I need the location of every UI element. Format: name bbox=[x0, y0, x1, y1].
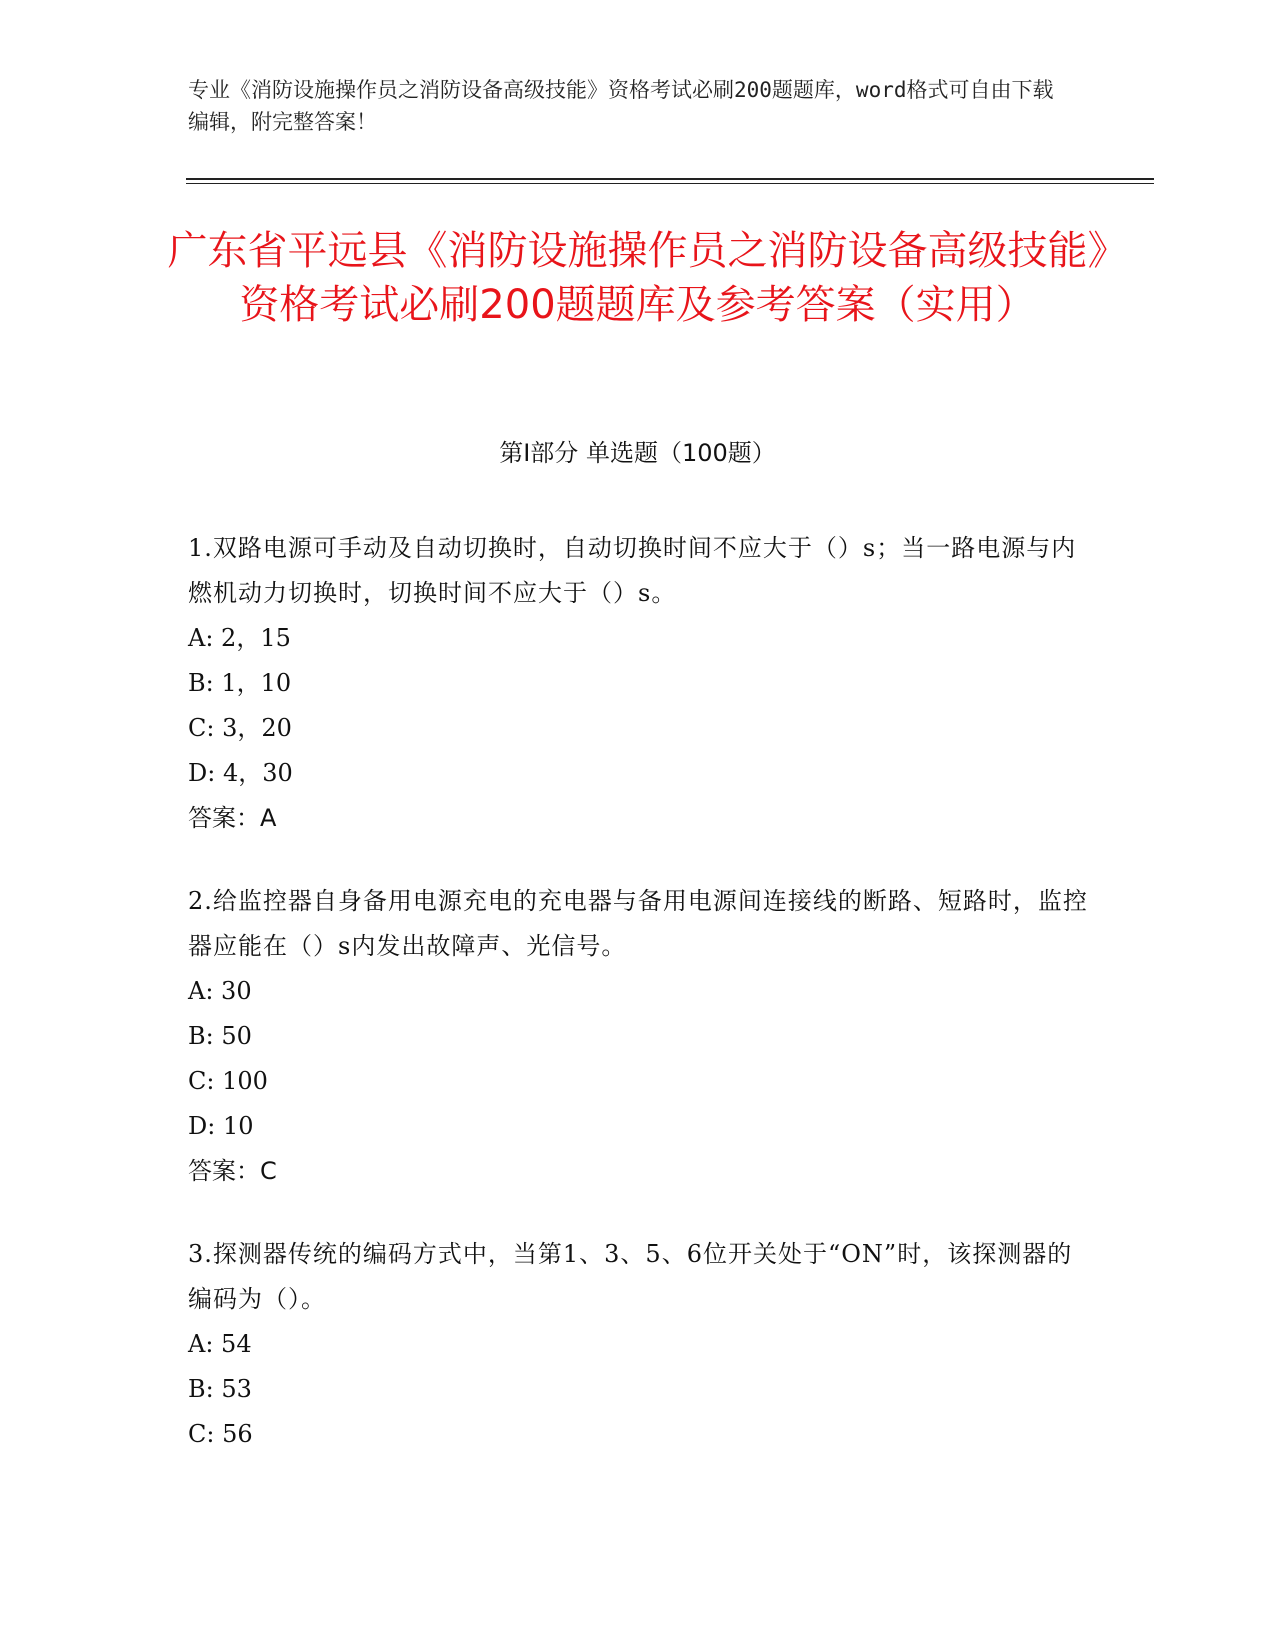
section-heading: 第Ⅰ部分 单选题（100题） bbox=[499, 439, 776, 467]
option-a: A: 2，15 bbox=[188, 624, 291, 652]
option-b: B: 1，10 bbox=[188, 669, 292, 697]
header-note: 专业《消防设施操作员之消防设备高级技能》资格考试必刷200题题库，word格式可自由下载编辑，附完整答案！ bbox=[188, 78, 1054, 134]
question-stem: 3.探测器传统的编码方式中，当第1、3、5、6位开关处于“ON”时，该探测器的编码为（）。 bbox=[188, 1240, 1073, 1313]
question-1 bbox=[188, 526, 1088, 841]
header-divider bbox=[186, 178, 1154, 184]
question-stem: 1.双路电源可手动及自动切换时，自动切换时间不应大于（）s；当一路电源与内燃机动力切换时，切换时间不应大于（）s。 bbox=[188, 534, 1077, 607]
document-title: 广东省平远县《消防设施操作员之消防设备高级技能》资格考试必刷200题题库及参考答案（实用） bbox=[167, 228, 1108, 328]
option-c: C: 3，20 bbox=[188, 714, 292, 742]
option-a: A: 30 bbox=[188, 977, 252, 1005]
option-c: C: 100 bbox=[188, 1067, 268, 1095]
question-3 bbox=[188, 1232, 1088, 1457]
option-a: A: 54 bbox=[188, 1330, 252, 1358]
question-2 bbox=[188, 879, 1088, 1194]
answer-line: 答案：A bbox=[188, 804, 277, 832]
question-list bbox=[188, 526, 1088, 1495]
option-d: D: 4，30 bbox=[188, 759, 293, 787]
option-c: C: 56 bbox=[188, 1420, 253, 1448]
option-b: B: 50 bbox=[188, 1022, 252, 1050]
question-stem: 2.给监控器自身备用电源充电的充电器与备用电源间连接线的断路、短路时，监控器应能在（）s内发出故障声、光信号。 bbox=[188, 887, 1088, 960]
option-b: B: 53 bbox=[188, 1375, 252, 1403]
answer-line: 答案：C bbox=[188, 1157, 277, 1185]
option-d: D: 10 bbox=[188, 1112, 254, 1140]
